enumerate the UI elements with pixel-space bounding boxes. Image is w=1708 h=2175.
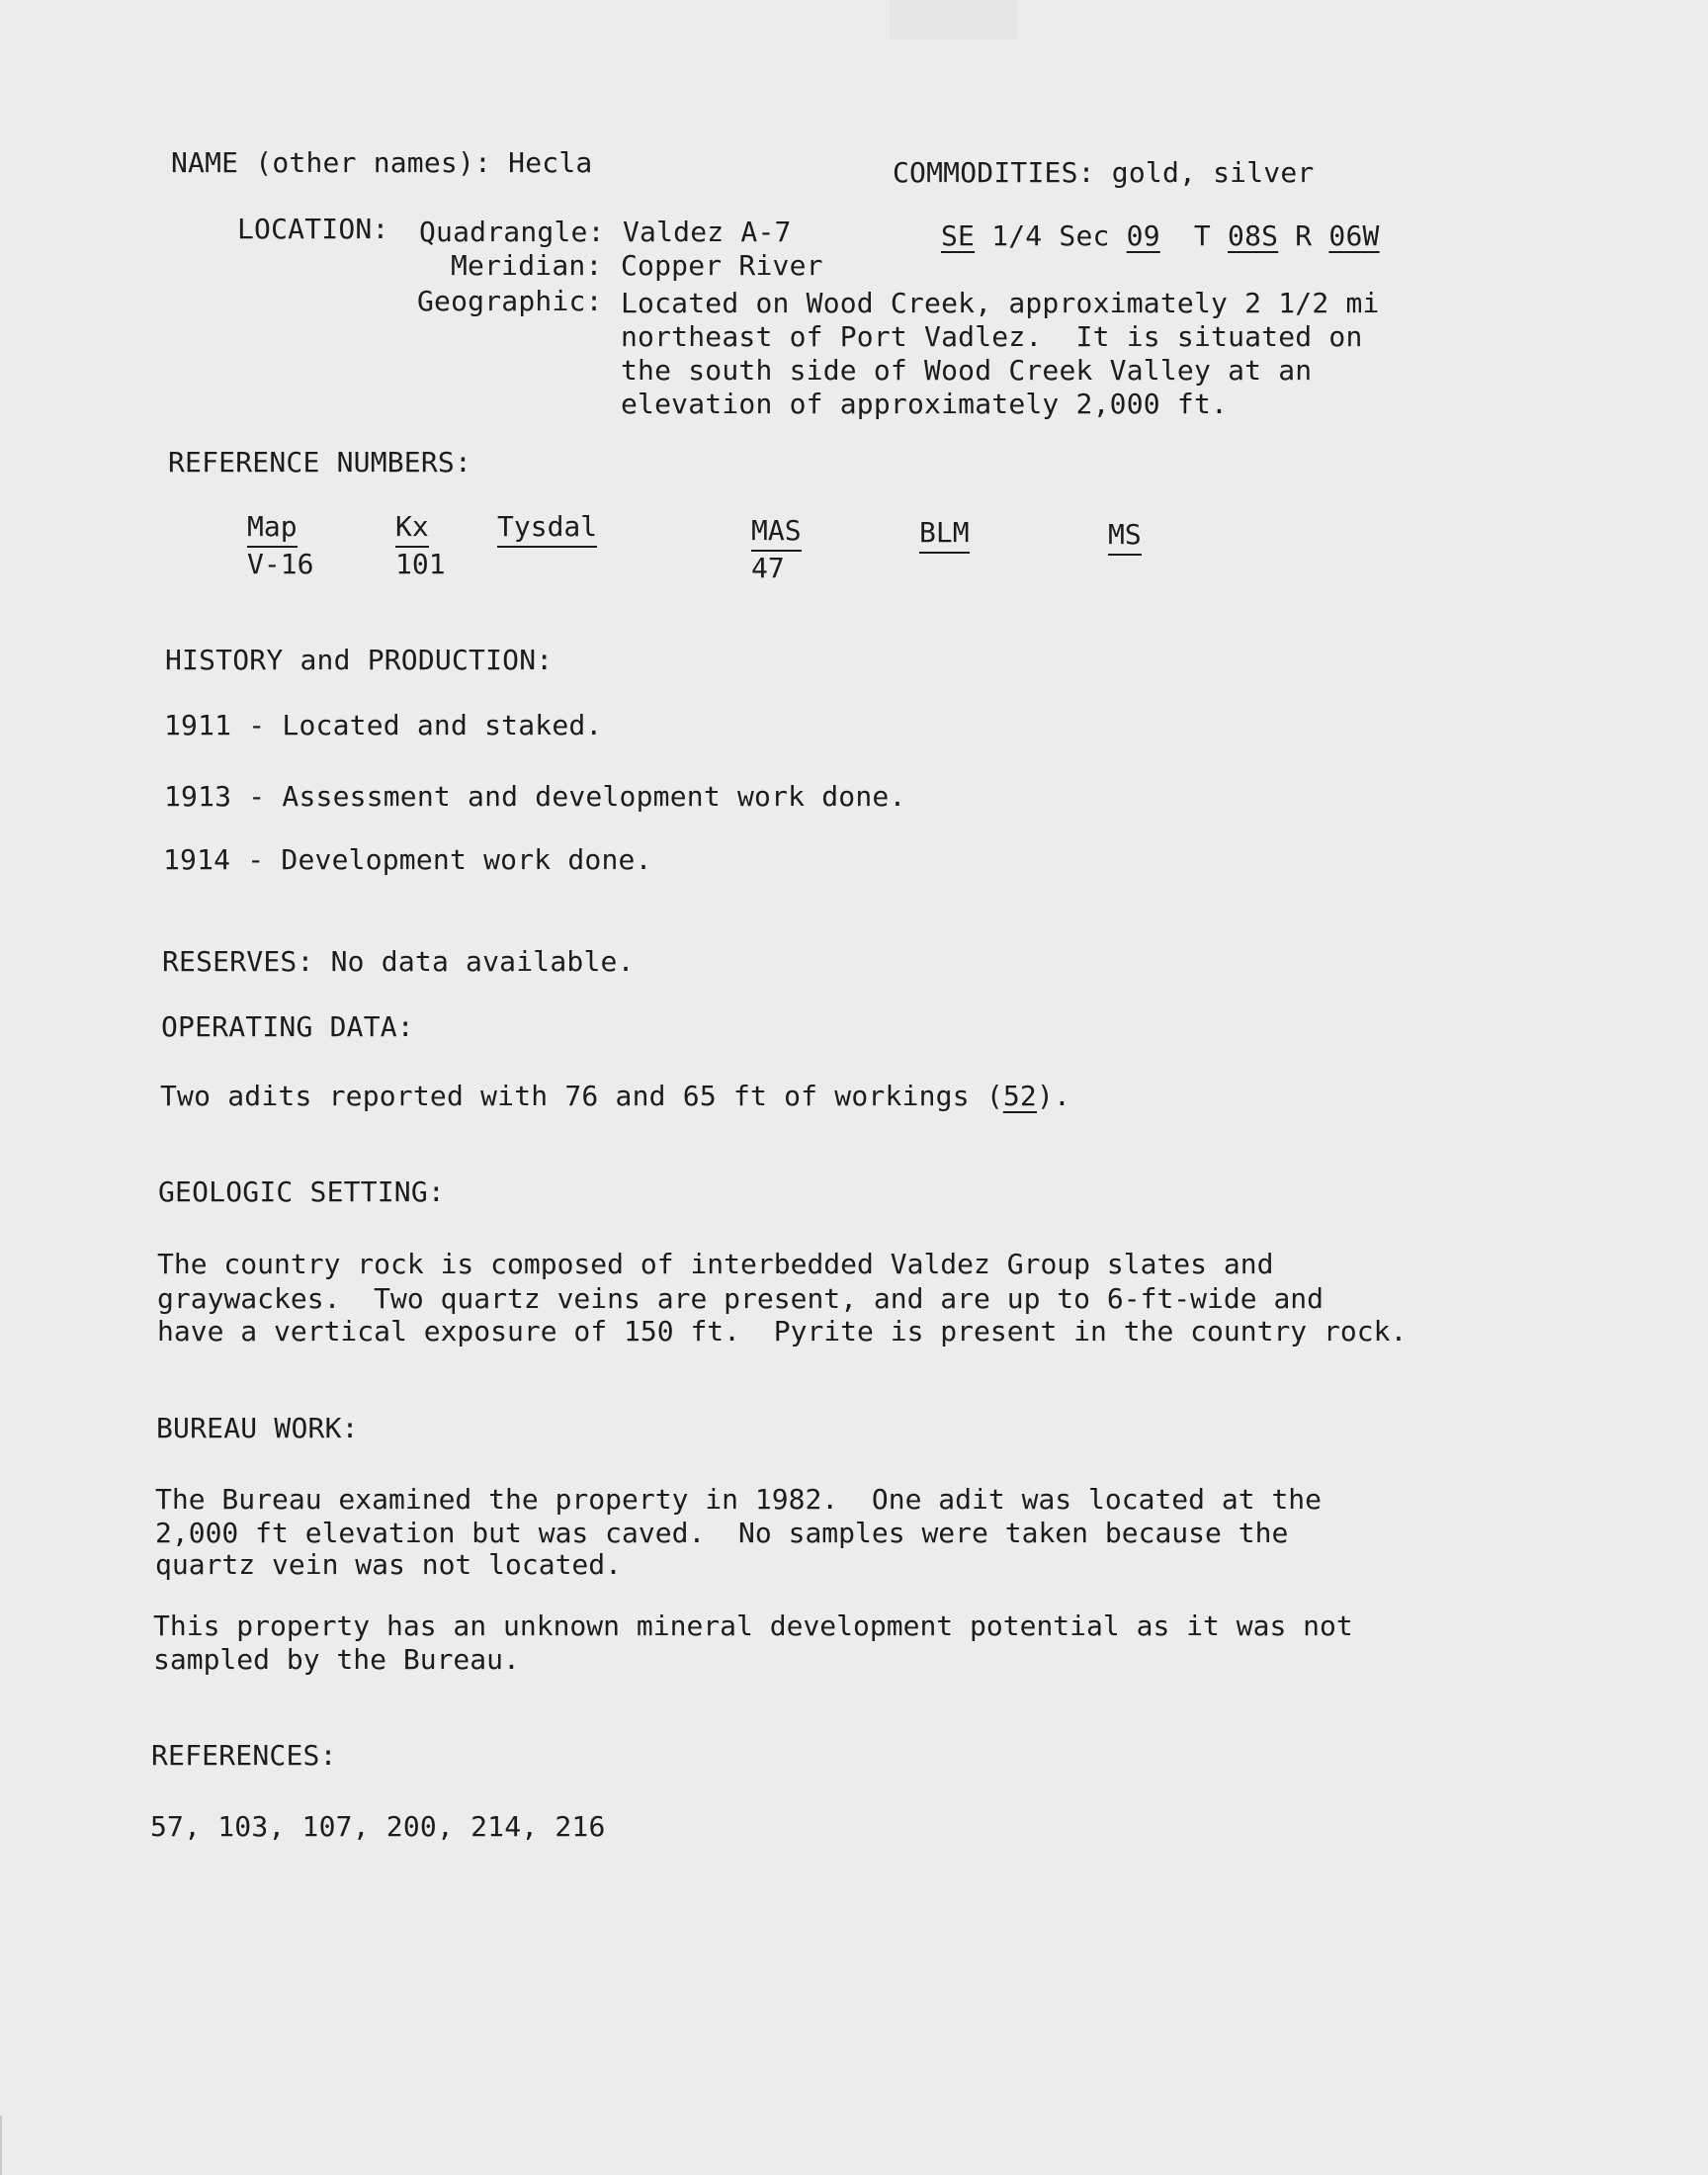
commodities-value: gold, silver	[1111, 156, 1315, 189]
ref-blm-head: BLM	[919, 516, 970, 554]
commodities-label: COMMODITIES:	[893, 156, 1095, 189]
geologic-line-2: graywackes. Two quartz veins are present, and are up to 6-ft-wide and	[157, 1282, 1324, 1315]
plss-line	[941, 219, 1380, 253]
geographic-line-2: northeast of Port Vadlez. It is situated on	[621, 320, 1363, 353]
geologic-line-3: have a vertical exposure of 150 ft. Pyrite is present in the country rock.	[157, 1315, 1408, 1348]
meridian-label: Meridian:	[451, 249, 603, 282]
ref-tysdal	[497, 510, 597, 548]
ref-ms	[1108, 518, 1142, 556]
geographic-label: Geographic:	[417, 285, 603, 317]
ref-tysdal-head: Tysdal	[497, 510, 597, 548]
quadrangle-value: Valdez A-7	[623, 216, 792, 248]
geographic-line-4: elevation of approximately 2,000 ft.	[621, 388, 1229, 420]
history-entry-1913: 1913 - Assessment and development work done.	[164, 780, 906, 813]
reserves-label: RESERVES:	[162, 945, 314, 978]
quarter-suffix: 1/4 Sec	[991, 219, 1110, 252]
references-value: 57, 103, 107, 200, 214, 216	[150, 1810, 606, 1843]
section-number: 09	[1126, 219, 1160, 252]
location-label: LOCATION:	[237, 213, 389, 245]
operating-data-text-before: Two adits reported with 76 and 65 ft of workings (	[160, 1080, 1003, 1112]
geologic-line-1: The country rock is composed of interbedded Valdez Group slates and	[157, 1248, 1274, 1280]
operating-data-text-after: ).	[1037, 1080, 1071, 1112]
reserves-line	[162, 945, 635, 979]
ref-kx	[395, 510, 446, 581]
bureau-work-label: BUREAU WORK:	[156, 1412, 359, 1444]
bureau-para2-line-2: sampled by the Bureau.	[153, 1643, 520, 1676]
operating-data-text	[160, 1080, 1070, 1113]
ref-map-head: Map	[247, 510, 298, 548]
name-label: NAME (other names):	[171, 146, 492, 179]
ref-mas-value: 47	[751, 552, 785, 584]
geographic-line-1: Located on Wood Creek, approximately 2 1/2 mi	[621, 287, 1380, 319]
quadrangle-label: Quadrangle:	[419, 216, 605, 248]
ref-map-value: V-16	[247, 548, 314, 580]
operating-data-ref: 52	[1002, 1080, 1037, 1112]
name-value: Hecla	[508, 146, 593, 179]
bureau-para1-line-2: 2,000 ft elevation but was caved. No samples were taken because the	[155, 1517, 1289, 1549]
commodities-line	[893, 156, 1314, 190]
bureau-para1-line-3: quartz vein was not located.	[155, 1548, 623, 1581]
meridian-value: Copper River	[621, 249, 823, 282]
scan-smudge	[890, 0, 1018, 40]
page-edge	[0, 2116, 42, 2175]
history-entry-1914: 1914 - Development work done.	[163, 843, 652, 876]
bureau-para2-line-1: This property has an unknown mineral development potential as it was not	[153, 1610, 1353, 1642]
ref-kx-head: Kx	[395, 510, 429, 548]
reserves-value: No data available.	[330, 945, 635, 978]
geologic-setting-label: GEOLOGIC SETTING:	[158, 1175, 445, 1208]
quarter-section: SE	[941, 219, 976, 252]
history-entry-1911: 1911 - Located and staked.	[164, 709, 603, 741]
reference-numbers-label: REFERENCE NUMBERS:	[168, 446, 472, 478]
history-label: HISTORY and PRODUCTION:	[165, 644, 554, 676]
ref-map	[247, 510, 313, 581]
name-line	[171, 146, 592, 180]
range-value: 06W	[1328, 219, 1380, 252]
bureau-para1-line-1: The Bureau examined the property in 1982. One adit was located at the	[155, 1483, 1323, 1516]
ref-blm	[919, 516, 970, 554]
geographic-line-3: the south side of Wood Creek Valley at an	[621, 354, 1313, 387]
operating-data-label: OPERATING DATA:	[161, 1010, 414, 1043]
township-value: 08S	[1228, 219, 1279, 252]
range-label: R	[1295, 219, 1313, 252]
references-label: REFERENCES:	[151, 1739, 337, 1772]
ref-ms-head: MS	[1108, 518, 1142, 556]
ref-mas	[751, 514, 802, 585]
ref-kx-value: 101	[395, 548, 446, 580]
ref-mas-head: MAS	[751, 514, 802, 552]
township-label: T	[1193, 219, 1211, 252]
